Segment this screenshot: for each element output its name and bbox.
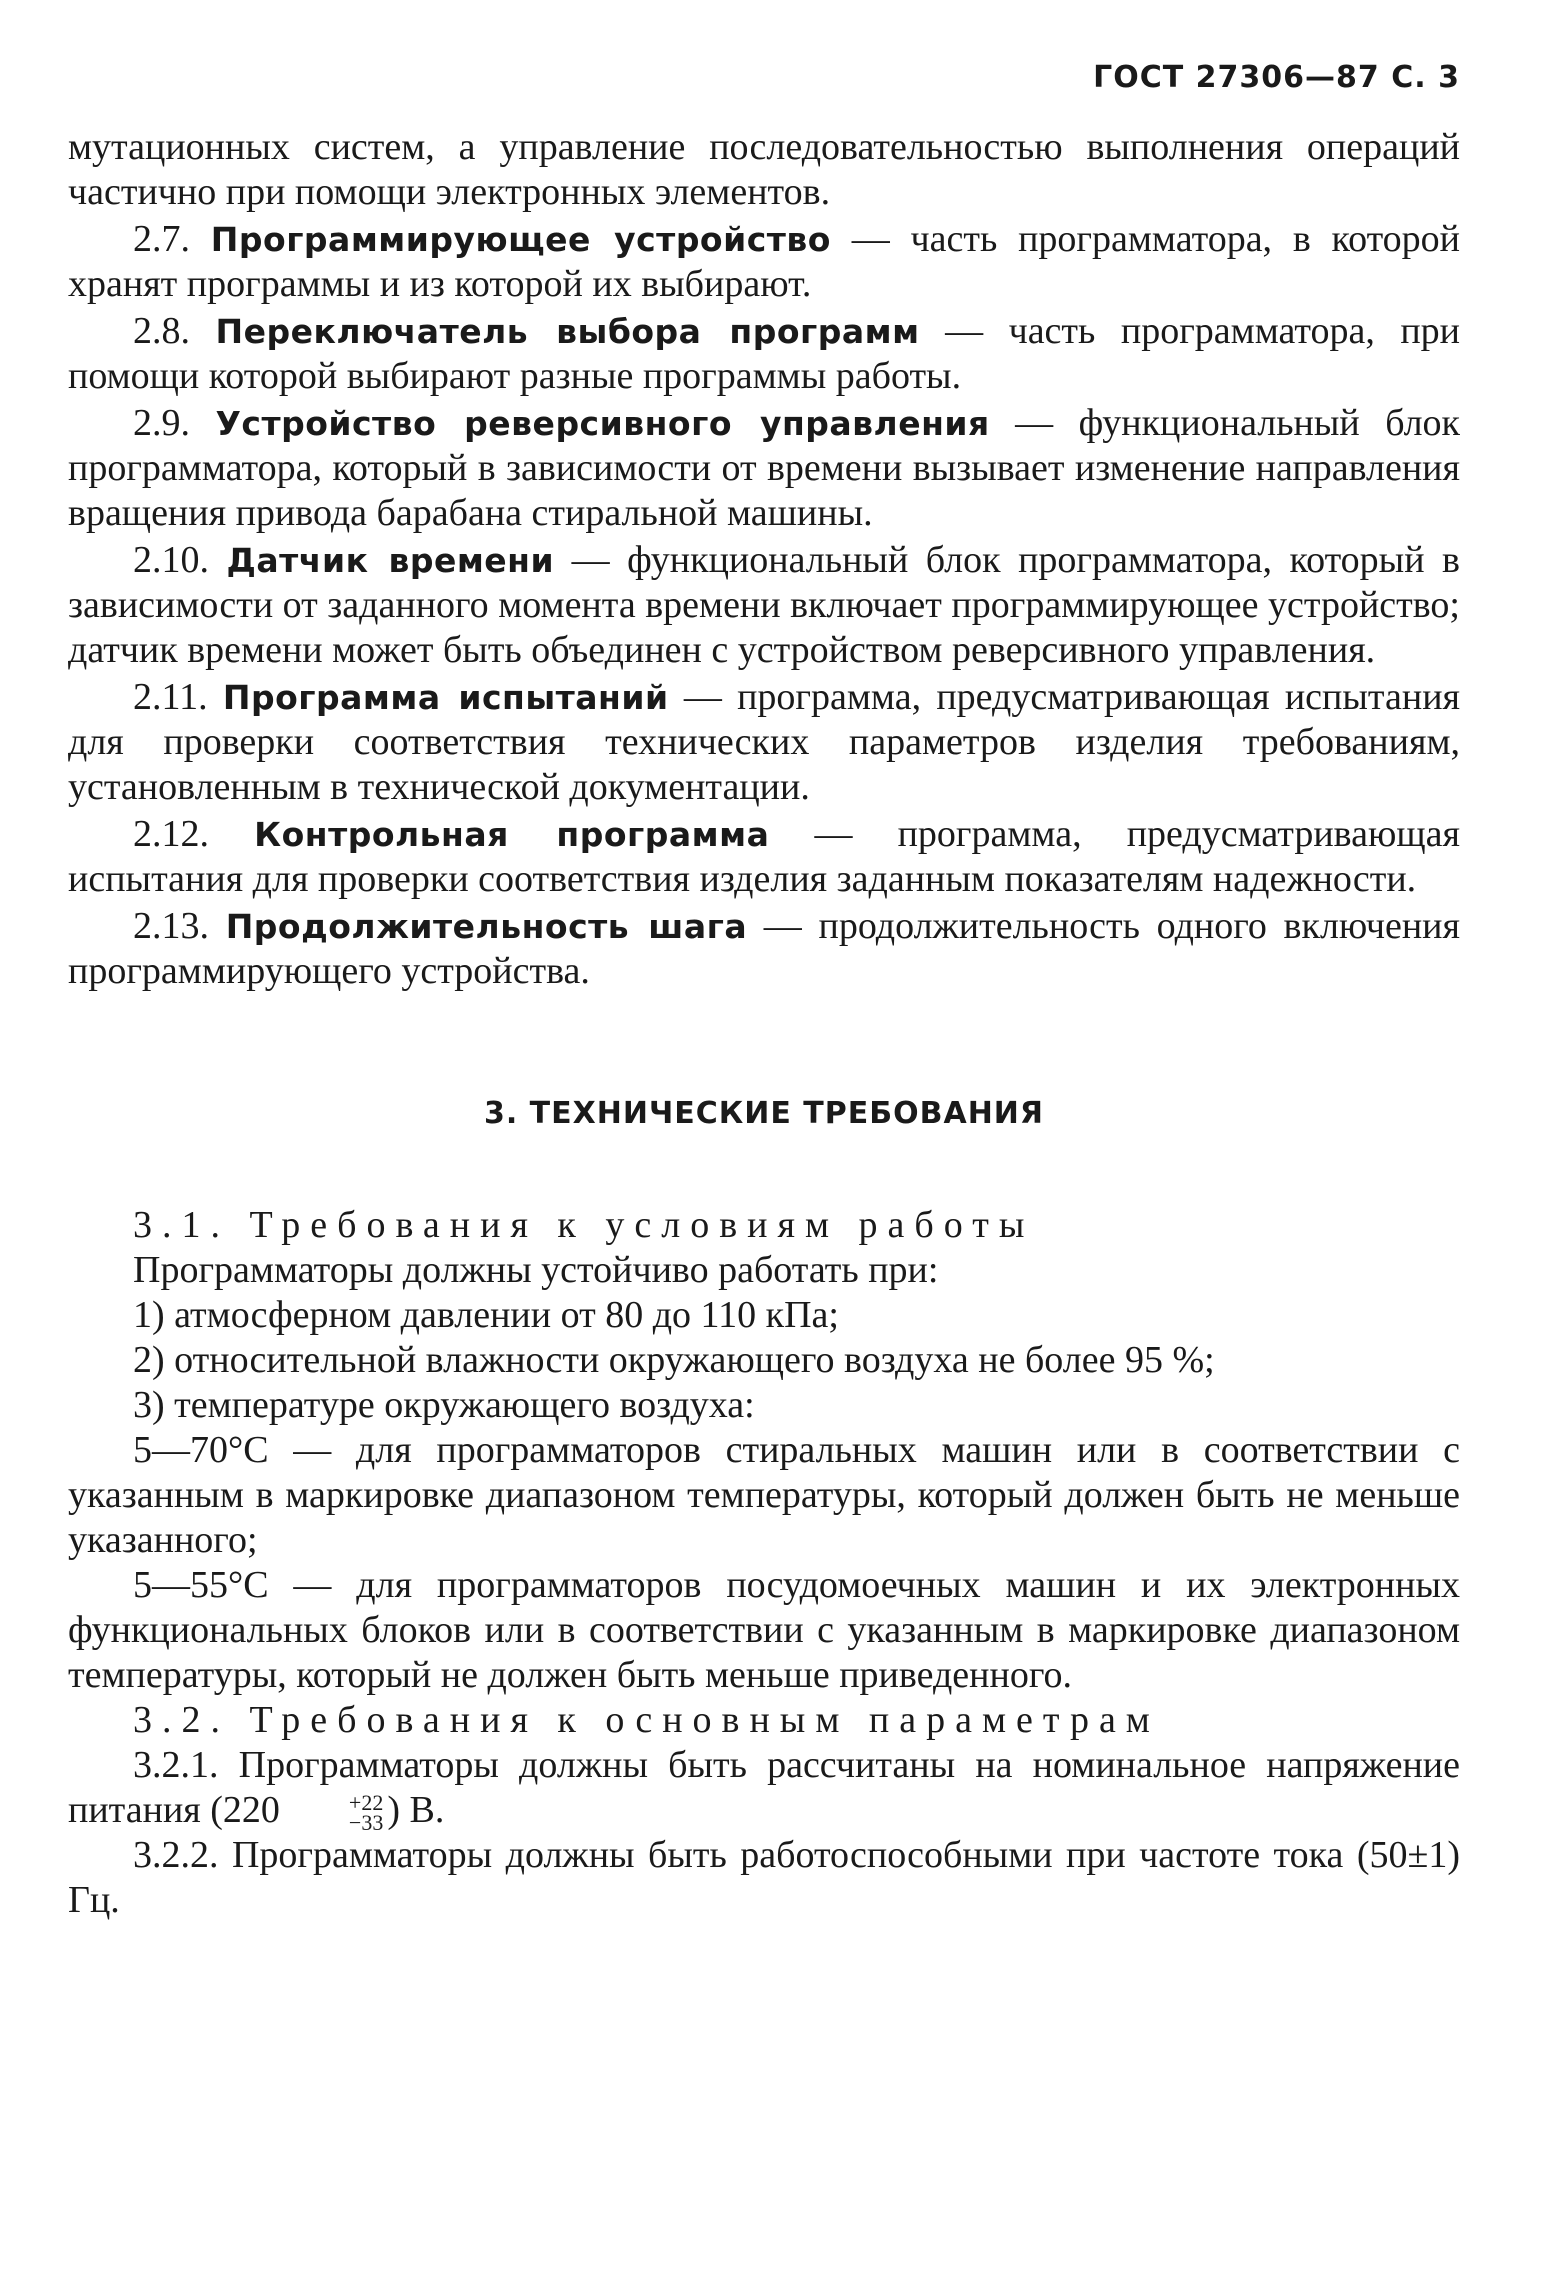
definition-number: 2.9. (133, 402, 190, 444)
definition-2-9 (68, 401, 1460, 536)
definition-term: Программа испытаний (222, 678, 669, 717)
clause-3-2-1-unit: ) В. (387, 1789, 445, 1831)
intro-paragraph: мутационных систем, а управление последовательностью выполнения операций частично при помощи электронных элементов. (68, 126, 1460, 213)
definition-term: Продолжительность шага (225, 907, 748, 946)
standard-number: ГОСТ 27306—87 (1093, 60, 1380, 95)
definition-2-13 (68, 904, 1460, 994)
definition-number: 2.10. (133, 539, 209, 581)
definition-2-10 (68, 538, 1460, 673)
definition-2-8 (68, 309, 1460, 399)
condition-humidity: 2) относительной влажности окружающего воздуха не более 95 %; (133, 1339, 1215, 1381)
definition-2-12 (68, 812, 1460, 902)
page-number: С. 3 (1391, 60, 1460, 95)
definition-text: — продолжительность одного включения программирующего устройства. (68, 905, 1460, 992)
definition-number: 2.7. (133, 218, 190, 260)
definition-2-11 (68, 675, 1460, 810)
definition-number: 2.11. (133, 676, 208, 718)
condition-pressure: 1) атмосферном давлении от 80 до 110 кПа; (133, 1294, 839, 1336)
definition-2-7 (68, 217, 1460, 307)
condition-temperature: 3) температуре окружающего воздуха: (133, 1384, 755, 1426)
definition-text: — программа, предусматривающая испытания для проверки соответствия технических параметров изделия требованиям, установленным в технической документации. (68, 676, 1461, 808)
definition-text: — функциональный блок программатора, который в зависимости от времени вызывает изменение направления вращения привода барабана стиральной машины. (68, 402, 1461, 534)
page-header (68, 60, 1460, 95)
definition-text: — функциональный блок программатора, который в зависимости от заданного момента времени включает программирующее устройство; датчик времени может быть объединен с устройством реверсивного управления. (68, 539, 1460, 671)
definition-term: Устройство реверсивного управления (215, 404, 990, 443)
definition-text: — часть программатора, при помощи которой выбирают разные программы работы. (68, 310, 1460, 397)
definition-term: Датчик времени (226, 541, 555, 580)
subsection-3-2-heading: 3.2. Требования к основным параметрам (133, 1699, 1160, 1741)
document-page (68, 60, 1460, 1923)
definition-number: 2.12. (133, 813, 209, 855)
definition-text: — часть программатора, в которой хранят программы и из которой их выбирают. (68, 218, 1461, 305)
temperature-range-dishwashing: 5—55°С — для программаторов посудомоечных машин и их электронных функциональных блоков или в соответствии с указанным в маркировке диапазоном температуры, который не должен быть меньше приведенного. (68, 1564, 1460, 1696)
definition-term: Контрольная программа (254, 815, 770, 854)
subsection-3-1-heading: 3.1. Требования к условиям работы (133, 1204, 1035, 1246)
clause-3-2-1-text: 3.2.1. Программаторы должны быть рассчитаны на номинальное напряжение питания (220 (68, 1744, 1460, 1831)
clause-3-2-1 (68, 1743, 1460, 1836)
definition-text: — программа, предусматривающая испытания для проверки соответствия изделия заданным показателям надежности. (68, 813, 1460, 900)
clause-3-2-2: 3.2.2. Программаторы должны быть работоспособными при частоте тока (50±1) Гц. (68, 1834, 1460, 1922)
definition-term: Переключатель выбора программ (215, 312, 920, 351)
tolerance-minus: −33 (348, 1810, 384, 1836)
definition-number: 2.13. (133, 905, 209, 947)
subsection-3-1-lead: Программаторы должны устойчиво работать при: (133, 1249, 939, 1291)
definition-term: Программирующее устройство (210, 220, 831, 259)
section-3-title: 3. ТЕХНИЧЕСКИЕ ТРЕБОВАНИЯ (483, 1096, 1045, 1131)
temperature-range-washing: 5—70°С — для программаторов стиральных машин или в соответствии с указанным в маркировке диапазоном температуры, который должен быть не меньше указанного; (68, 1429, 1460, 1561)
definition-number: 2.8. (133, 310, 190, 352)
voltage-tolerance (284, 1790, 384, 1836)
tolerance-plus: +22 (348, 1790, 384, 1816)
